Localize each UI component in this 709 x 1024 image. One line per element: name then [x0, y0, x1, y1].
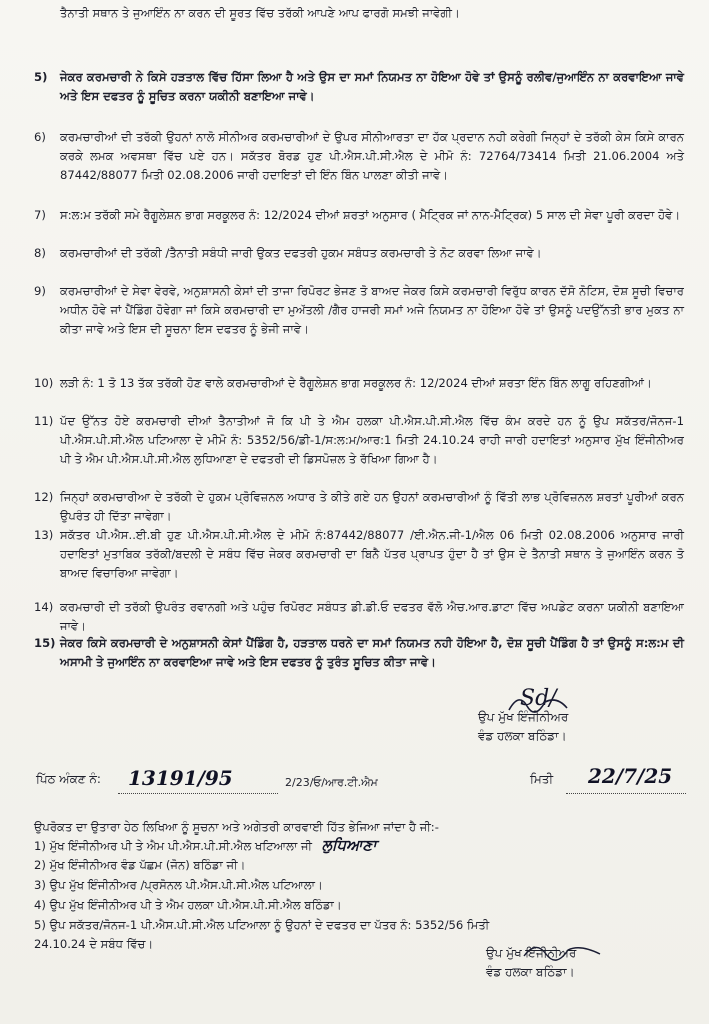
point-12	[34, 488, 684, 526]
distribution-item-1	[34, 836, 684, 856]
point-text: ਜੇਕਰ ਕਿਸੇ ਕਰਮਚਾਰੀ ਦੇ ਅਨੁਸ਼ਾਸਨੀ ਕੇਸਾਂ ਪੈਂਡਿੰਗ ਹੈ, ਹੜਤਾਲ ਧਰਨੇ ਦਾ ਸਮਾਂ ਨਿਯਮਤ ਨਹੀ ਹੋਇਆ ਹੈ, ਦੋਸ਼ ਸੂਚੀ ਪੈਂਡਿੰਗ ਹੈ ਤਾਂ ਉਸਨੂੰ ਸ:ਲ:ਮ ਦੀ ਅਸਾਮੀ ਤੇ ਜੁਆਇੰਨ ਨਾ ਕਰਵਾਇਆ ਜਾਵੇ ਅਤੇ ਇਸ ਦਫਤਰ ਨੂੰ ਤੁਰੰਤ ਸੂਚਿਤ ਕੀਤਾ ਜਾਵੇ।	[60, 636, 684, 670]
distribution-text: ਉਪ ਮੁੱਖ ਇੰਜੀਨੀਅਰ ਪੀ ਤੇ ਐਮ ਹਲਕਾ ਪੀ.ਐਸ.ਪੀ.ਸੀ.ਐਲ ਬਠਿੰਡਾ।	[49, 898, 342, 912]
distribution-text: ਉਪ ਮੁੱਖ ਇੰਜੀਨੀਅਰ /ਪ੍ਰਸੋਨਲ ਪੀ.ਐਸ.ਪੀ.ਸੀ.ਐਲ ਪਟਿਆਲਾ।	[49, 878, 323, 892]
distribution-handwritten: ਲੁਧਿਆਣਾ	[321, 836, 377, 854]
point-text: ਜੇਕਰ ਕਰਮਚਾਰੀ ਨੇ ਕਿਸੇ ਹੜਤਾਲ ਵਿੱਚ ਹਿੱਸਾ ਲਿਆ ਹੈ ਅਤੇ ਉਸ ਦਾ ਸਮਾਂ ਨਿਯਮਤ ਨਾ ਹੋਇਆ ਹੋਵੇ ਤਾਂ ਉਸਨੂੰ ਰਲੀਵ/ਜੁਆਇੰਨ ਨਾ ਕਰਵਾਇਆ ਜਾਵੇ ਅਤੇ ਇਸ ਦਫਤਰ ਨੂੰ ਸੂਚਿਤ ਕਰਨਾ ਯਕੀਨੀ ਬਣਾਇਆ ਜਾਵੇ।	[60, 70, 684, 104]
point-5	[34, 68, 684, 106]
endorsement-number: 13191/95	[128, 766, 233, 790]
point-text: ਕਰਮਚਾਰੀਆਂ ਦੀ ਤਰੱਕੀ ਉਹਨਾਂ ਨਾਲੋ ਸੀਨੀਅਰ ਕਰਮਚਾਰੀਆਂ ਦੇ ਉਪਰ ਸੀਨੀਆਰਤਾ ਦਾ ਹੱਕ ਪ੍ਰਦਾਨ ਨਹੀ ਕਰੇਗੀ ਜਿਨ੍ਹਾਂ ਦੇ ਤਰੱਕੀ ਕੇਸ ਕਿਸੇ ਕਾਰਨ ਕਰਕੇ ਲਮਕ ਅਵਸਥਾ ਵਿੱਚ ਪਏ ਹਨ। ਸਕੱਤਰ ਬੋਰਡ ਹੁਣ ਪੀ.ਐਸ.ਪੀ.ਸੀ.ਐਲ ਦੇ ਮੀਮੋ ਨੰ: 72764/73414 ਮਿਤੀ 21.06.2004 ਅਤੇ 87442/88077 ਮਿਤੀ 02.08.2006 ਜਾਰੀ ਹਦਾਇਤਾਂ ਦੀ ਇੰਨ ਬਿੰਨ ਪਾਲਣਾ ਕੀਤੀ ਜਾਵੇ।	[60, 130, 684, 183]
point-text: ਸ:ਲ:ਮ ਤਰੱਕੀ ਸਮੇ ਰੈਗੂਲੇਸ਼ਨ ਭਾਗ ਸਰਕੂਲਰ ਨੰ: 12/2024 ਦੀਆਂ ਸ਼ਰਤਾਂ ਅਨੁਸਾਰ ( ਮੈਟ੍ਰਿਕ ਜਾਂ ਨਾਨ-ਮੈਟ੍ਰਿਕ) 5 ਸਾਲ ਦੀ ਸੇਵਾ ਪੂਰੀ ਕਰਦਾ ਹੋਵੇ।	[60, 208, 681, 222]
distribution-number: 1)	[34, 839, 46, 853]
endorsement-date-line	[566, 793, 686, 794]
point-7	[34, 206, 684, 225]
distribution-number: 2)	[34, 858, 46, 872]
point-number: 12)	[34, 490, 54, 504]
distribution-item-4	[34, 896, 684, 915]
distribution-item-3	[34, 876, 684, 895]
endorsement-date-label: ਮਿਤੀ	[530, 772, 554, 786]
signature-block-2	[486, 944, 576, 982]
point-text: ਪੱਦ ਉੱਨਤ ਹੋਏ ਕਰਮਚਾਰੀ ਦੀਆਂ ਤੈਨਾਤੀਆਂ ਜੋ ਕਿ ਪੀ ਤੇ ਐਮ ਹਲਕਾ ਪੀ.ਐਸ.ਪੀ.ਸੀ.ਐਲ ਵਿੱਚ ਕੰਮ ਕਰਦੇ ਹਨ ਨੂੰ ਉਪ ਸਕੱਤਰ/ਜੋਨਜ-1 ਪੀ.ਐਸ.ਪੀ.ਸੀ.ਐਲ ਪਟਿਆਲਾ ਦੇ ਮੀਮੋ ਨੰ: 5352/56/ਡੀ-1/ਸ:ਲ:ਮ/ਆਰ:1 ਮਿਤੀ 24.10.24 ਰਾਹੀ ਜਾਰੀ ਹਦਾਇਤਾਂ ਅਨੁਸਾਰ ਮੁੱਖ ਇੰਜੀਨੀਅਰ ਪੀ ਤੇ ਐਮ ਪੀ.ਐਸ.ਪੀ.ਸੀ.ਐਲ ਲੁਧਿਆਣਾ ਦੇ ਦਫਤਰੀ ਦੀ ਡਿਸਪੋਜ਼ਲ ਤੇ ਰੱਖਿਆ ਗਿਆ ਹੈ।	[60, 414, 684, 467]
signature-title: ਉਪ ਮੁੱਖ ਇੰਜੀਨੀਅਰ	[486, 946, 577, 960]
signature-title: ਉਪ ਮੁੱਖ ਇੰਜੀਨੀਅਰ	[478, 710, 569, 724]
point-number: 11)	[34, 414, 54, 428]
distribution-number: 4)	[34, 898, 46, 912]
point-9	[34, 282, 684, 340]
point-text: ਸਕੱਤਰ ਪੀ.ਐਸ..ਈ.ਬੀ ਹੁਣ ਪੀ.ਐਸ.ਪੀ.ਸੀ.ਐਲ ਦੇ ਮੀਮੋ ਨੰ:87442/88077 /ਈ.ਐਨ.ਜੀ-1/ਐਲ 06 ਮਿਤੀ 02.08.2006 ਅਨੁਸਾਰ ਜਾਰੀ ਹਦਾਇਤਾਂ ਮੁਤਾਬਿਕ ਤਰੱਕੀ/ਬਦਲੀ ਦੇ ਸਬੰਧ ਵਿੱਚ ਜੇਕਰ ਕਰਮਚਾਰੀ ਦਾ ਬਿਨੈ ਪੱਤਰ ਪ੍ਰਾਪਤ ਹੁੰਦਾ ਹੈ ਤਾਂ ਉਸ ਦੇ ਤੈਨਾਤੀ ਸਥਾਨ ਤੇ ਜੁਆਇੰਨ ਕਰਨ ਤੋ ਬਾਅਦ ਵਿਚਾਰਿਆ ਜਾਵੇਗਾ।	[60, 528, 684, 581]
point-11	[34, 412, 684, 470]
endorsement-date: 22/7/25	[588, 764, 673, 788]
endorsement-ref: 2/23/ਓ/ਆਰ.ਟੀ.ਐਮ	[285, 776, 378, 789]
point-10	[34, 374, 684, 393]
point-text: ਜਿਨ੍ਹਾਂ ਕਰਮਚਾਰੀਆ ਦੇ ਤਰੱਕੀ ਦੇ ਹੁਕਮ ਪ੍ਰੋਵਿਜ਼ਨਲ ਅਧਾਰ ਤੇ ਕੀਤੇ ਗਏ ਹਨ ਉਹਨਾਂ ਕਰਮਚਾਰੀਆਂ ਨੂੰ ਵਿੱਤੀ ਲਾਭ ਪ੍ਰੋਵਿਜ਼ਨਲ ਸ਼ਰਤਾਂ ਪੂਰੀਆਂ ਕਰਨ ਉਪਰੰਤ ਹੀ ਦਿੱਤਾ ਜਾਵੇਗਾ।	[60, 490, 684, 524]
point-number: 15)	[34, 636, 56, 650]
point-8	[34, 244, 684, 263]
point-number: 6)	[34, 130, 46, 144]
signature-scrawl: Sd/	[520, 686, 557, 711]
distribution-text: ਉਪ ਸਕੱਤਰ/ਜੋਨਜ-1 ਪੀ.ਐਸ.ਪੀ.ਸੀ.ਐਲ ਪਟਿਆਲਾ ਨੂੰ ਉਹਨਾਂ ਦੇ ਦਫਤਰ ਦਾ ਪੱਤਰ ਨੰ: 5352/56 ਮਿਤੀ 24.10.24 ਦੇ ਸਬੰਧ ਵਿੱਚ।	[34, 918, 490, 951]
endorsement-number-line	[118, 793, 278, 794]
point-number: 9)	[34, 284, 46, 298]
distribution-item-2	[34, 856, 684, 875]
point-number: 14)	[34, 600, 54, 614]
distribution-intro: ਉਪਰੋਕਤ ਦਾ ਉਤਾਰਾ ਹੇਠ ਲਿਖਿਆ ਨੂੰ ਸੂਚਨਾ ਅਤੇ ਅਗੇਤਰੀ ਕਾਰਵਾਈ ਹਿੱਤ ਭੇਜਿਆ ਜਾਂਦਾ ਹੈ ਜੀ:-	[34, 820, 439, 834]
point-13	[34, 526, 684, 584]
point-text: ਕਰਮਚਾਰੀ ਦੀ ਤਰੱਕੀ ਉਪਰੰਤ ਰਵਾਨਗੀ ਅਤੇ ਪਹੁੰਚ ਰਿਪੋਰਟ ਸਬੰਧਤ ਡੀ.ਡੀ.ਓ ਦਫਤਰ ਵੱਲੋ ਐਚ.ਆਰ.ਡਾਟਾ ਵਿੱਚ ਅਪਡੇਟ ਕਰਨਾ ਯਕੀਨੀ ਬਣਾਇਆ ਜਾਵੇ।	[60, 600, 684, 634]
point-number: 10)	[34, 376, 54, 390]
distribution-text: ਮੁੱਖ ਇੰਜੀਨੀਅਰ ਪੀ ਤੇ ਐਮ ਪੀ.ਐਸ.ਪੀ.ਸੀ.ਐਲ ਖਟਿਆਲਾ ਜੀ	[49, 839, 313, 853]
point-6	[34, 128, 684, 186]
point-text: ਲੜੀ ਨੰ: 1 ਤੋ 13 ਤੱਕ ਤਰੱਕੀ ਹੋਣ ਵਾਲੇ ਕਰਮਚਾਰੀਆਂ ਦੇ ਰੈਗੂਲੇਸ਼ਨ ਭਾਗ ਸਰਕੂਲਰ ਨੰ: 12/2024 ਦੀਆਂ ਸ਼ਰਤਾ ਇੰਨ ਬਿੰਨ ਲਾਗੂ ਰਹਿਣਗੀਆਂ।	[60, 376, 652, 390]
point-text: ਕਰਮਚਾਰੀਆਂ ਦੇ ਸੇਵਾ ਵੇਰਵੇ, ਅਨੁਸ਼ਾਸਨੀ ਕੇਸਾਂ ਦੀ ਤਾਜਾ ਰਿਪੋਰਟ ਭੇਜਣ ਤੋ ਬਾਅਦ ਜੇਕਰ ਕਿਸੇ ਕਰਮਚਾਰੀ ਵਿਰੁੱਧ ਕਾਰਨ ਦੱਸੋ ਨੋਟਿਸ, ਦੋਸ਼ ਸੂਚੀ ਵਿਚਾਰ ਅਧੀਨ ਹੋਵੇ ਜਾਂ ਪੈਂਡਿੰਗ ਹੋਵੇਗਾ ਜਾਂ ਕਿਸੇ ਕਰਮਚਾਰੀ ਦਾ ਮੁਅੱਤਲੀ /ਗੈਰ ਹਾਜਰੀ ਸਮਾਂ ਅਜੇ ਨਿਯਮਤ ਨਾ ਹੋਇਆ ਹੋਵੇ ਤਾਂ ਉਸਨੂੰ ਪਦਉੱਨਤੀ ਭਾਰ ਮੁਕਤ ਨਾ ਕੀਤਾ ਜਾਵੇ ਅਤੇ ਇਸ ਦੀ ਸੂਚਨਾ ਇਸ ਦਫਤਰ ਨੂੰ ਭੇਜੀ ਜਾਵੇ।	[60, 284, 684, 337]
point-15	[34, 634, 684, 672]
point-number: 7)	[34, 208, 46, 222]
signature-block-1	[478, 708, 568, 746]
continuation-text: ਤੈਨਾਤੀ ਸਥਾਨ ਤੇ ਜੁਆਇੰਨ ਨਾ ਕਰਨ ਦੀ ਸੂਰਤ ਵਿੱਚ ਤਰੱਕੀ ਆਪਣੇ ਆਪ ਫਾਰਗੋ ਸਮਝੀ ਜਾਵੇਗੀ।	[60, 6, 460, 20]
point-text: ਕਰਮਚਾਰੀਆਂ ਦੀ ਤਰੱਕੀ /ਤੈਨਾਤੀ ਸਬੰਧੀ ਜਾਰੀ ਉਕਤ ਦਫਤਰੀ ਹੁਕਮ ਸਬੰਧਤ ਕਰਮਚਾਰੀ ਤੇ ਨੋਟ ਕਰਵਾ ਲਿਆ ਜਾਵੇ।	[60, 246, 542, 260]
signature-office: ਵੰਡ ਹਲਕਾ ਬਠਿੰਡਾ।	[478, 729, 567, 743]
distribution-number: 3)	[34, 878, 46, 892]
point-14	[34, 598, 684, 636]
distribution-item-5	[34, 916, 534, 954]
signature-office: ਵੰਡ ਹਲਕਾ ਬਠਿੰਡਾ।	[486, 965, 575, 979]
point-number: 8)	[34, 246, 46, 260]
distribution-text: ਮੁੱਖ ਇੰਜੀਨੀਅਰ ਵੰਡ ਪੱਛਮ (ਜੋਨ) ਬਠਿੰਡਾ ਜੀ।	[49, 858, 246, 872]
point-number: 5)	[34, 70, 48, 84]
distribution-number: 5)	[34, 918, 46, 932]
endorsement-label: ਪਿੱਠ ਅੰਕਣ ਨੰ:	[36, 772, 101, 786]
point-number: 13)	[34, 528, 54, 542]
